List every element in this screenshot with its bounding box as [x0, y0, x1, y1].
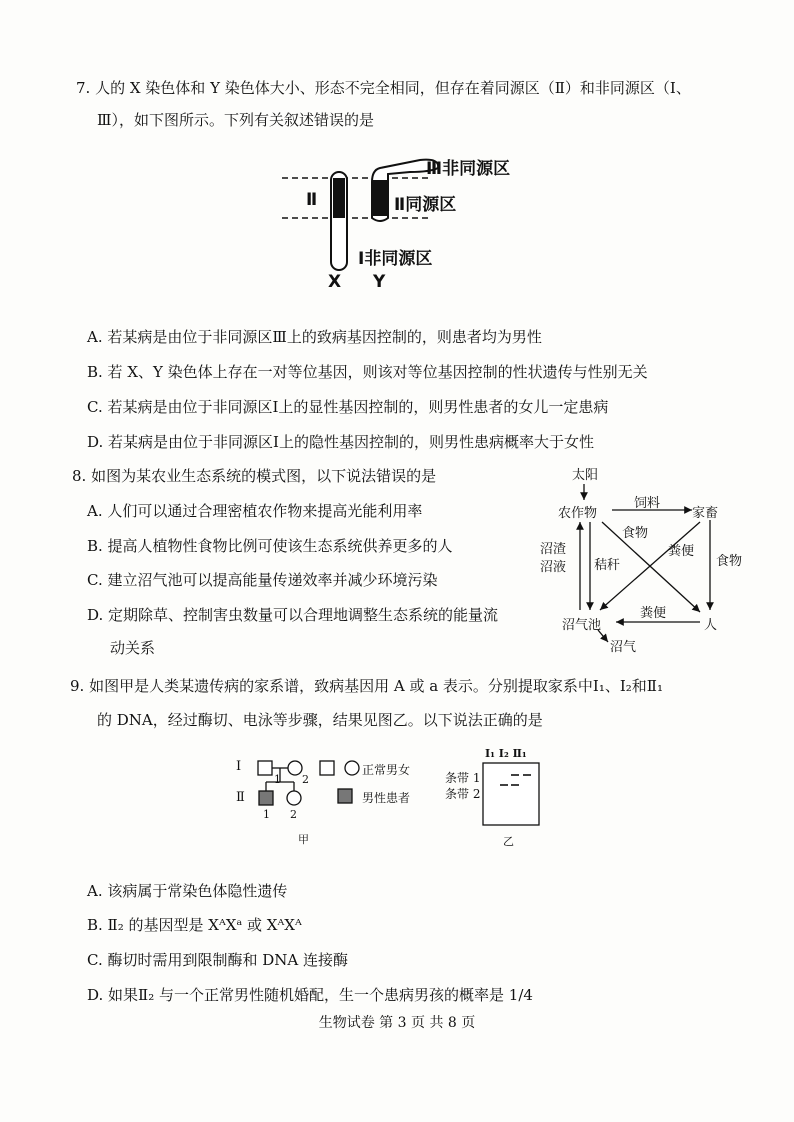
- label-I-region: Ⅰ非同源区: [358, 249, 433, 269]
- node-sun: 太阳: [572, 468, 599, 483]
- q9-option-a: A. 该病属于常染色体隐性遗传: [87, 882, 288, 900]
- q7-option-c: C. 若某病是由位于非同源区Ⅰ上的显性基因控制的，则男性患者的女儿一定患病: [87, 398, 609, 416]
- node-person: 人: [704, 618, 718, 633]
- q8-option-d: D. 定期除草、控制害虫数量可以合理地调整生态系统的能量流: [87, 606, 499, 624]
- caption-jia: 甲: [298, 833, 309, 846]
- q8-stem: 8. 如图为某农业生态系统的模式图，以下说法错误的是: [72, 467, 437, 485]
- node-livestock: 家畜: [692, 506, 719, 521]
- q7-chromosome-figure: [280, 150, 540, 300]
- q9-gel-figure: [445, 745, 555, 850]
- label-III-region: Ⅲ非同源区: [426, 159, 511, 179]
- caption-yi: 乙: [503, 835, 514, 848]
- q7-option-b: B. 若 X、Y 染色体上存在一对等位基因，则该对等位基因控制的性状遗传与性别无关: [87, 363, 648, 381]
- q9-pedigree-figure: [228, 745, 428, 850]
- q9-stem-line2: 的 DNA，经过酶切、电泳等步骤，结果见图乙。以下说法正确的是: [97, 711, 543, 729]
- q7-stem-line1: 7. 人的 X 染色体和 Y 染色体大小、形态不完全相同，但存在着同源区（Ⅱ）和非同源区（Ⅰ、: [76, 79, 691, 97]
- ind-II1: 1: [263, 808, 270, 821]
- q9-stem-line1: 9. 如图甲是人类某遗传病的家系谱，致病基因用 A 或 a 表示。分别提取家系中Ⅰ₁、Ⅰ₂和Ⅱ₁: [70, 677, 664, 695]
- edge-manure-bottom: 粪便: [640, 606, 667, 621]
- legend-normal: 正常男女: [362, 763, 411, 777]
- edge-feed: 饲料: [634, 496, 661, 511]
- edge-residue2: 沼液: [540, 560, 567, 575]
- q8-option-d-cont: 动关系: [110, 639, 156, 657]
- q9-option-d: D. 如果Ⅱ₂ 与一个正常男性随机婚配，生一个患病男孩的概率是 1/4: [87, 986, 533, 1004]
- label-II-region: Ⅱ同源区: [394, 195, 457, 215]
- edge-food-right: 食物: [716, 554, 743, 569]
- q7-option-d: D. 若某病是由位于非同源区Ⅰ上的隐性基因控制的，则男性患病概率大于女性: [87, 433, 594, 451]
- q9-option-b: B. Ⅱ₂ 的基因型是 XᴬXᵃ 或 XᴬXᴬ: [87, 916, 302, 934]
- ind-II2: 2: [290, 808, 297, 821]
- q8-option-c: C. 建立沼气池可以提高能量传递效率并减少环境污染: [87, 571, 438, 589]
- label-X: X: [328, 272, 342, 292]
- label-Y: Y: [373, 272, 386, 292]
- q8-option-a: A. 人们可以通过合理密植农作物来提高光能利用率: [87, 502, 423, 520]
- edge-straw: 秸秆: [594, 558, 621, 573]
- label-II-left: Ⅱ: [306, 190, 318, 210]
- legend-patient: 男性患者: [362, 791, 411, 805]
- ind-I2: 2: [302, 773, 309, 786]
- gel-band1-label: 条带 1: [445, 771, 481, 785]
- node-biogas-pool: 沼气池: [562, 618, 602, 633]
- node-biogas: 沼气: [610, 640, 637, 655]
- node-crops: 农作物: [558, 506, 598, 521]
- q7-option-a: A. 若某病是由位于非同源区Ⅲ上的致病基因控制的，则患者均为男性: [87, 328, 542, 346]
- gel-lane-labels: Ⅰ₁ Ⅰ₂ Ⅱ₁: [485, 747, 527, 760]
- q9-option-c: C. 酶切时需用到限制酶和 DNA 连接酶: [87, 951, 348, 969]
- page-footer: 生物试卷 第 3 页 共 8 页: [318, 1015, 476, 1031]
- q8-ecosystem-diagram: [540, 460, 760, 655]
- gel-band2-label: 条带 2: [445, 787, 481, 801]
- q8-option-b: B. 提高人植物性食物比例可使该生态系统供养更多的人: [87, 537, 453, 555]
- q7-stem-line2: Ⅲ），如下图所示。下列有关叙述错误的是: [97, 111, 374, 129]
- edge-residue1: 沼渣: [540, 542, 567, 557]
- gen-I-label: Ⅰ: [236, 759, 242, 774]
- edge-food-center: 食物: [622, 526, 649, 541]
- gen-II-label: Ⅱ: [236, 790, 245, 805]
- edge-manure-center: 粪便: [668, 544, 695, 559]
- ind-I1: 1: [274, 773, 281, 786]
